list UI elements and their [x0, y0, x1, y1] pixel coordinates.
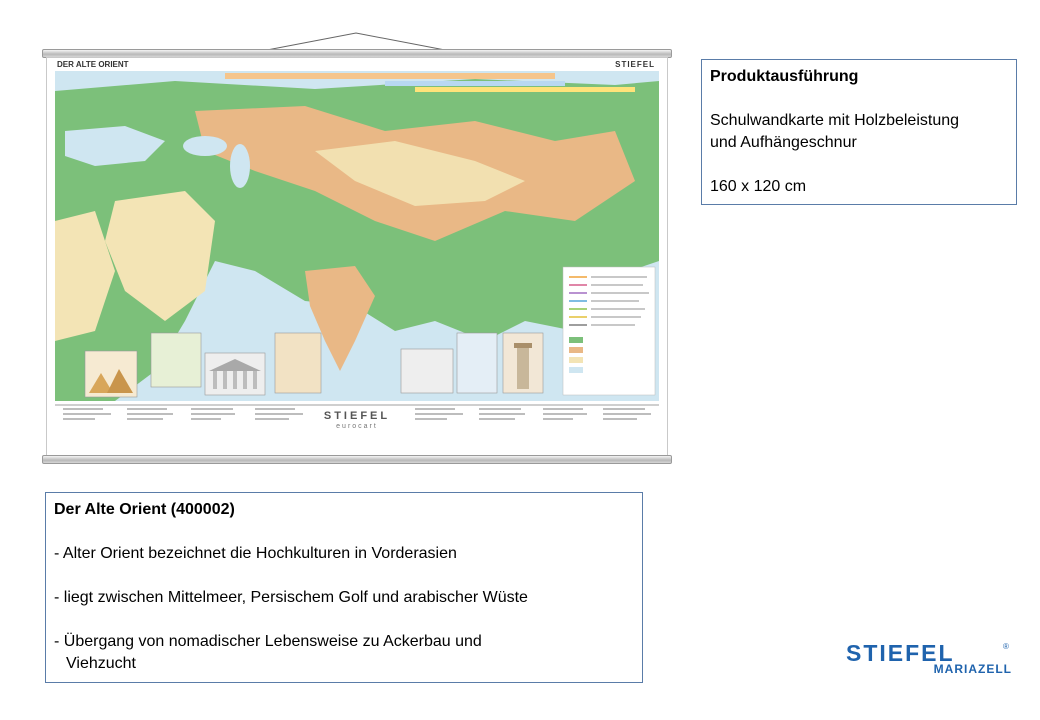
footer-brand-subtitle: eurocart: [336, 423, 378, 430]
map-sheet: [46, 57, 668, 457]
wall-map-image: [38, 30, 674, 470]
map-brand-label: STIEFEL: [615, 60, 655, 69]
footer-address-block: [543, 408, 593, 423]
map-illustration: [55, 71, 659, 401]
description-bullet: - liegt zwischen Mittelmeer, Persischem Golf und arabischer Wüste: [54, 589, 528, 606]
spec-spacer: [710, 154, 1008, 176]
stiefel-logo: [846, 641, 1016, 681]
map-title: DER ALTE ORIENT: [57, 60, 129, 69]
footer-brand-logo: STIEFEL: [323, 410, 391, 422]
logo-wordmark: STIEFEL: [846, 640, 955, 666]
footer-address-block: [603, 408, 653, 423]
description-heading: Der Alte Orient (400002): [54, 501, 235, 518]
footer-address-block: [479, 408, 529, 423]
footer-divider: [55, 404, 659, 406]
bottom-wooden-rail: [42, 455, 672, 464]
footer-address-block: [415, 408, 465, 423]
logo-registered-mark: ®: [1003, 642, 1009, 651]
description-spacer: [54, 609, 634, 631]
spec-line: und Aufhängeschnur: [710, 134, 857, 151]
spec-spacer: [710, 88, 1008, 110]
logo-subtitle: MARIAZELL: [933, 662, 1012, 676]
spec-heading: Produktausführung: [710, 68, 859, 85]
description-bullet: - Alter Orient bezeichnet die Hochkulturen in Vorderasien: [54, 545, 457, 562]
description-spacer: [54, 521, 634, 543]
spec-size: 160 x 120 cm: [710, 178, 807, 195]
map-footer: [55, 404, 659, 452]
product-spec-box: [701, 59, 1017, 205]
product-description-box: [45, 492, 643, 683]
spec-line: Schulwandkarte mit Holzbeleistung: [710, 112, 960, 129]
description-spacer: [54, 565, 634, 587]
description-bullet: - Übergang von nomadischer Lebensweise zu Ackerbau und: [54, 633, 482, 650]
description-bullet-continuation: Viehzucht: [66, 655, 136, 672]
